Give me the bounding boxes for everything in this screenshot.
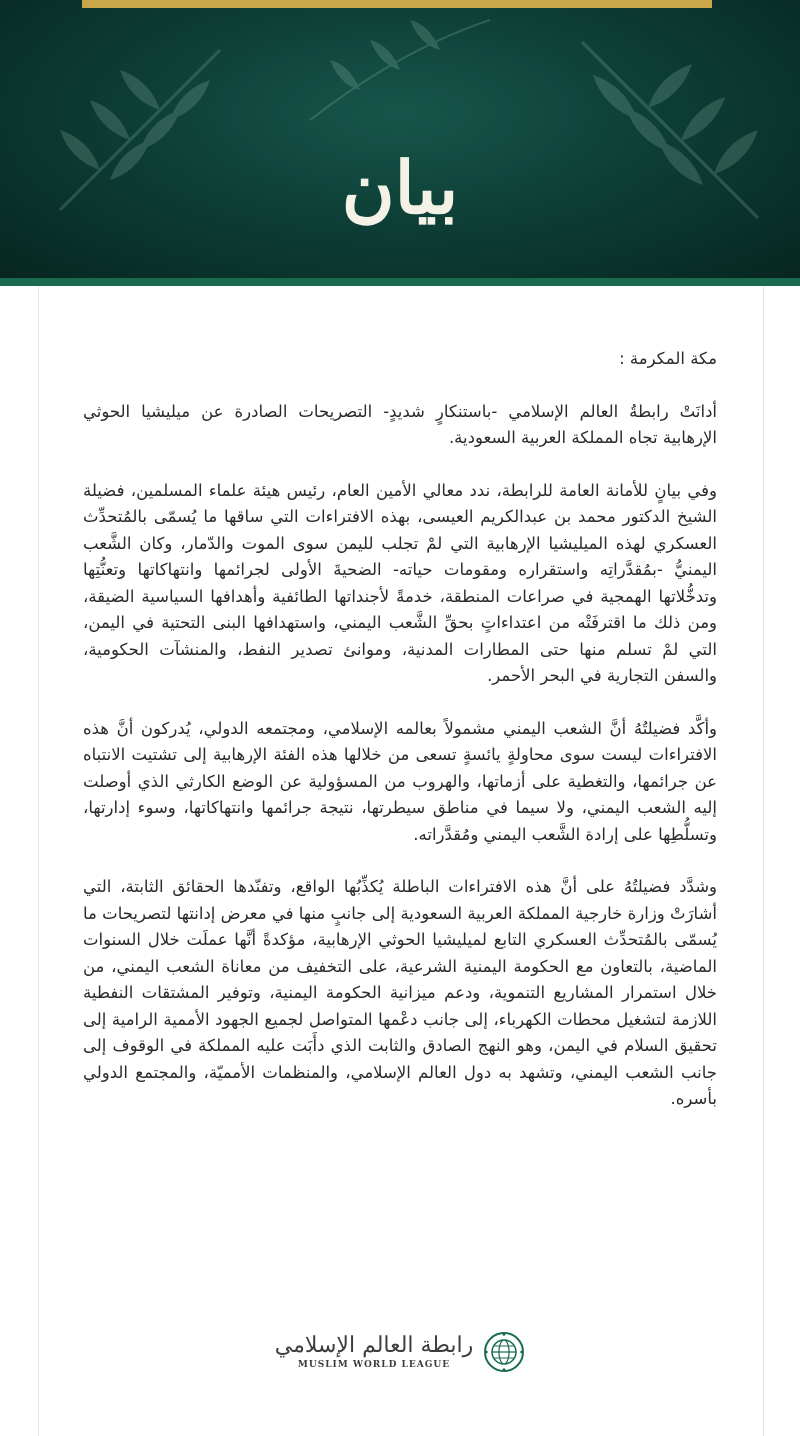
paragraph-3: وأكَّد فضيلتُهُ أنَّ الشعب اليمني مشمولاً بعالمه الإسلامي، ومجتمعه الدولي، يُدركون أنَّ هذه الافتراءات ليست سوى محاولةٍ يائسةٍ تسعى من خلالها هذه الفئة الإرهابية إلى تشتيت الانتباه عن جرائمها، والتغطية على أزماتها، والهروب من المسؤولية عن الوضع الكارثي الذي أوصلت إليه الشعب اليمني، ولا سيما في مناطق سيطرتها، نتيجة جرائمها وانتهاكاتها، وسوء إدارتها، وتسلُّطِها على إرادة الشَّعب اليمني ومُقدَّراته.	[83, 718, 717, 844]
gold-top-bar	[82, 0, 712, 8]
paragraph-4: وشدَّد فضيلتُهُ على أنَّ هذه الافتراءات الباطلة يُكذِّبُها الواقع، وتفنّدها الحقائق الثابتة، التي أشارَتْ وزارة خارجية المملكة العربية السعودية إلى جانبٍ منها في معرض إدانتها لتصريحات ما يُسمّى بالمُتحدِّث العسكري التابع لميليشيا الحوثي الإرهابية، مؤكدةً أنَّها عملَت خلال السنوات الماضية، بالتعاون مع الحكومة اليمنية الشرعية، على التخفيف من معاناة الشعب اليمني، من خلال استمرار المشاريع التنموية، ودعم ميزانية الحكومة اليمنية، وتوفير المشتقات النفطية اللازمة لتشغيل محطات الكهرباء، إلى جانب دعْمها المتواصل لجميع الجهود الأممية الرامية إلى تحقيق السلام في اليمن، وهو النهج الصادق والثابت الذي دأَبَت عليه المملكة في الوقوف إلى جانب الشعب اليمني، وتشهد به دول العالم الإسلامي، والمنظمات الأمميّة، والمجتمع الدولي بأسره.	[83, 877, 717, 1108]
header-accent-line	[0, 278, 800, 286]
document-sheet	[38, 286, 764, 1436]
paragraph-2: وفي بيانٍ للأمانة العامة للرابطة، ندد معالي الأمين العام، رئيس هيئة علماء المسلمين، فضيلة الشيخ الدكتور محمد بن عبدالكريم العيسى، بهذه الافتراءات التي ساقها ما يُسمّى بالمُتحدِّث العسكري لهذه الميليشيا الإرهابية التي لمْ تجلب لليمن سوى الموت والدّمار، وكان الشَّعب اليمنيُّ -بمُقدَّراتِه واستقراره ومقومات حياته- الضحيةَ الأولى لجرائمها وانتهاكاتها وتعنُّتِها وتدخُّلاتها الهمجية في صراعات المنطقة، خدمةً لأجنداتها الطائفية وأهدافها السياسية الضيقة، ومن ذلك ما اقترفَتْه من اعتداءاتٍ بحقِّ الشَّعب اليمني، واستهدافها البنى التحتية في اليمن، التي لمْ تسلم منها حتى المطارات المدنية، وموانئ تصدير النفط، والمنشآت الحكومية، والسفن التجارية في البحر الأحمر.	[83, 480, 717, 685]
statement-title: بيان	[341, 145, 459, 230]
logo-text	[275, 1333, 474, 1371]
logo-english-text: MUSLIM WORLD LEAGUE	[297, 1360, 451, 1370]
header-banner	[0, 0, 800, 284]
globe-emblem-icon	[483, 1331, 525, 1373]
paragraph-1: أدانَتْ رابطةُ العالم الإسلامي -باستنكارٍ شديدٍ- التصريحات الصادرة عن ميليشيا الحوثي الإرهابية تجاه المملكة العربية السعودية.	[83, 401, 717, 447]
dateline: مكة المكرمة :	[619, 349, 717, 368]
document-body	[83, 346, 717, 1139]
muslim-world-league-logo	[0, 1322, 800, 1382]
logo-arabic-text: رابطة العالم الإسلامي	[274, 1333, 474, 1358]
palm-leaf-decoration-icon	[300, 10, 500, 130]
